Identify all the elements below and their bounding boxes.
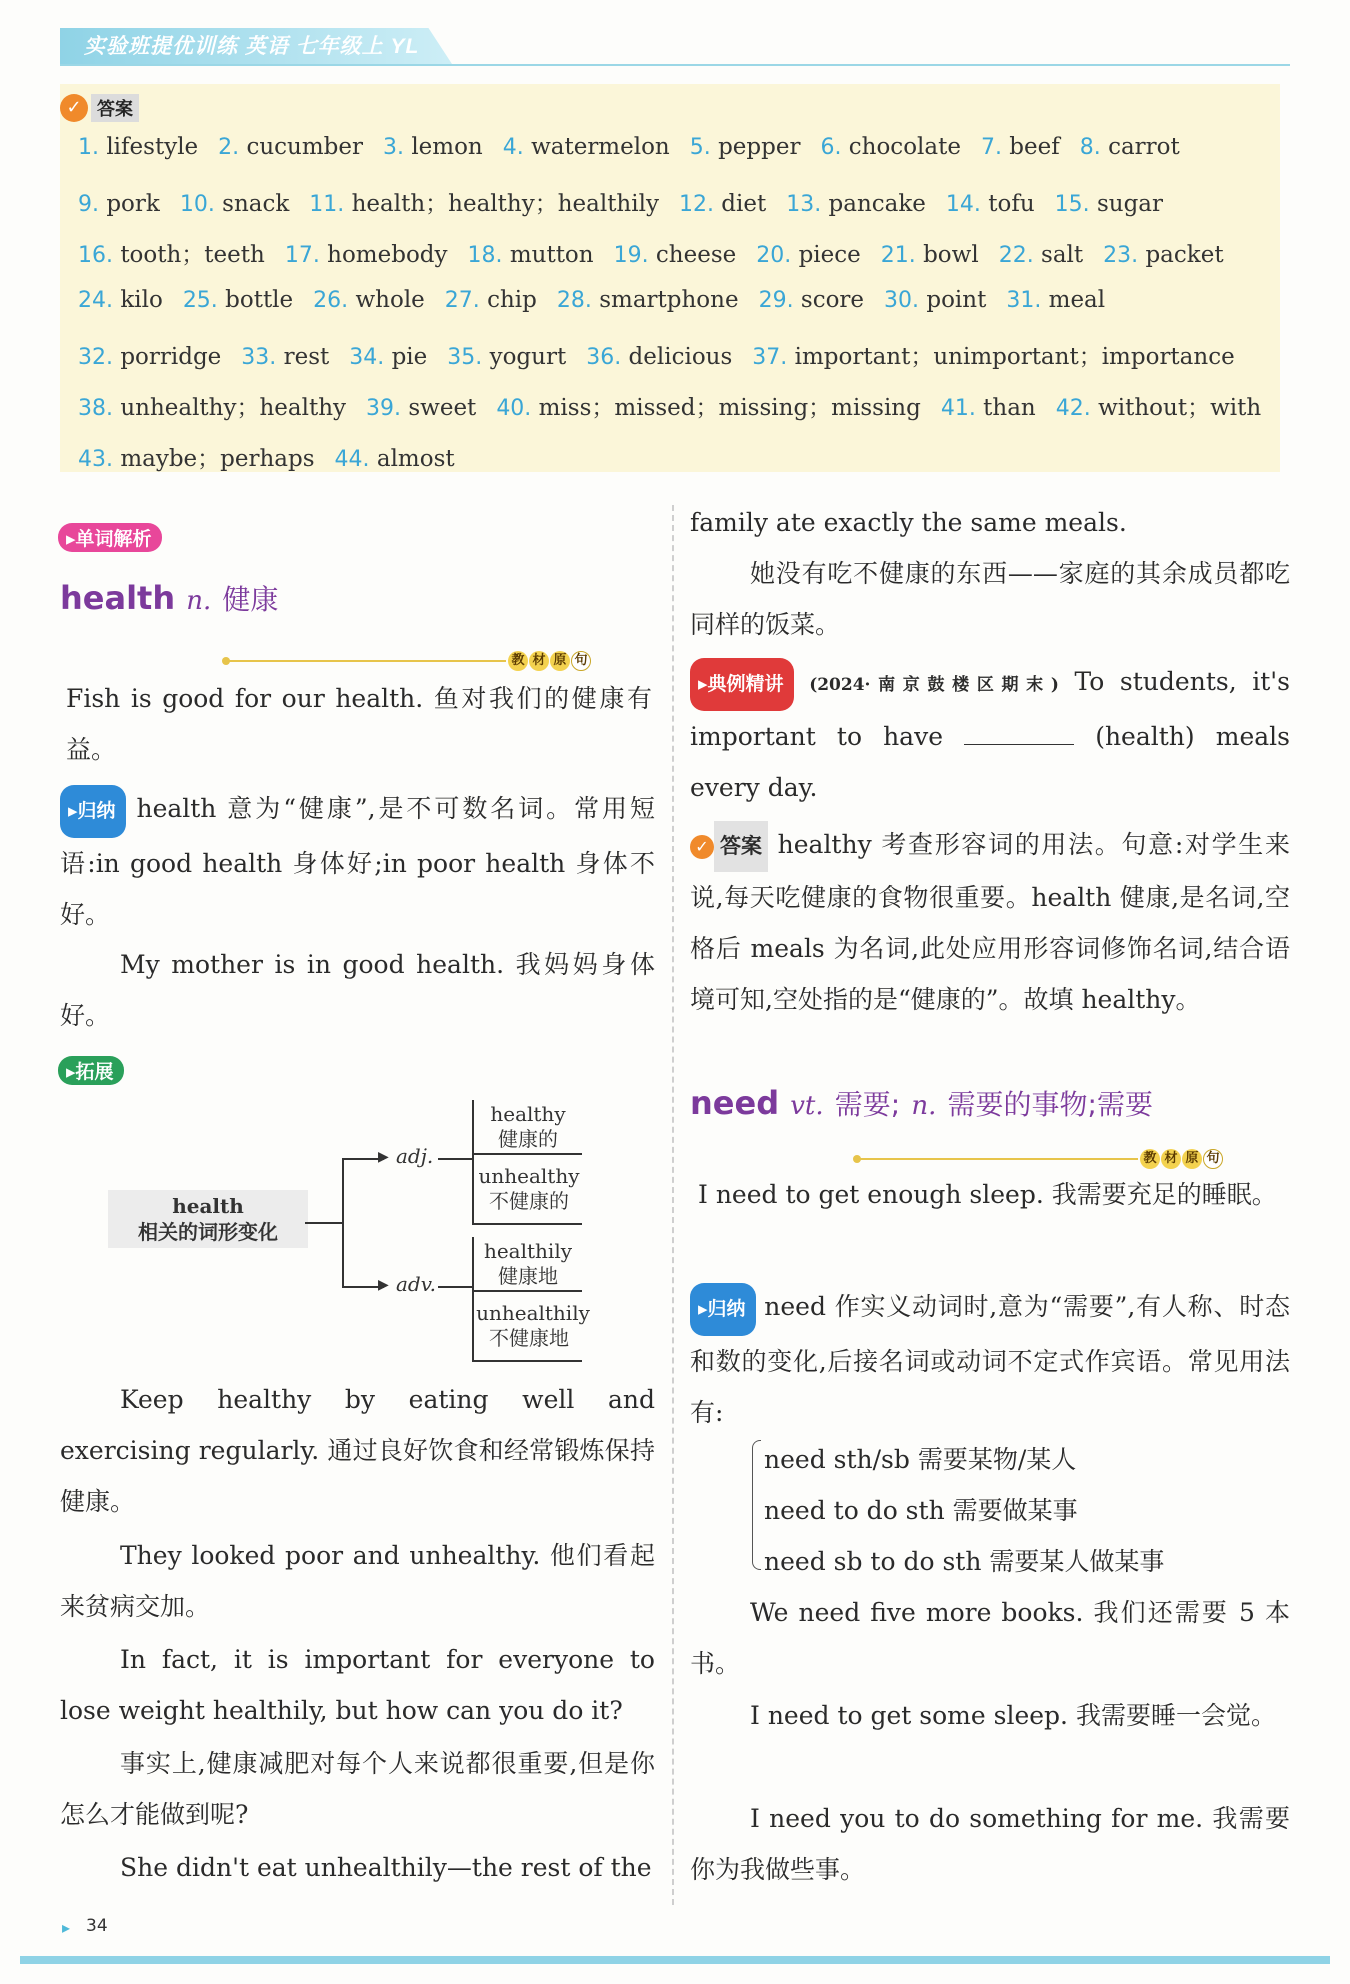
source-tag-char: 教: [1140, 1149, 1160, 1169]
example-badge-text: 典例精讲: [707, 673, 784, 695]
example-question-end: (health) meals every day.: [690, 722, 1290, 802]
arrow-right-icon: ▶: [378, 1149, 389, 1165]
answer-number: 6.: [820, 135, 842, 160]
footer-rule: [20, 1956, 1330, 1964]
answer-number: 26.: [313, 288, 349, 313]
answer-item: [884, 287, 986, 313]
answer-number: 30.: [884, 288, 920, 313]
example-sleep: I need to get some sleep. 我需要睡一会觉。: [750, 1701, 1276, 1730]
example-need: I need to get enough sleep. 我需要充足的睡眠。: [698, 1180, 1277, 1209]
headword-meaning: 需要的事物;需要: [947, 1088, 1153, 1121]
page-arrow-icon: ▸: [62, 1918, 71, 1937]
diagram-healthily-cn: 健康地: [498, 1264, 558, 1288]
example-you: I need you to do something for me. 我需要你为我做些事。: [690, 1804, 1290, 1884]
continued-sentence: family ate exactly the same meals.: [690, 508, 1127, 537]
answer-number: 38.: [78, 396, 113, 421]
diagram-line: [472, 1223, 582, 1225]
answer-word: pancake: [828, 191, 926, 217]
answer-item: [78, 134, 198, 160]
answer-item: [759, 287, 864, 313]
diagram-unhealthily-cn: 不健康地: [489, 1326, 569, 1350]
source-tag-char: 句: [1203, 1149, 1223, 1169]
answer-word: tooth；teeth: [120, 242, 265, 268]
example-sentence: Fish is good for our health. 鱼对我们的健康有益。: [66, 684, 652, 764]
check-icon: ✓: [60, 94, 88, 122]
word-title-need: [690, 1083, 1153, 1123]
answer-number: 24.: [78, 288, 113, 313]
answer-item: [786, 191, 926, 217]
answer-item: [881, 242, 979, 268]
diagram-line: [342, 1158, 344, 1286]
answer-number: 3.: [383, 135, 404, 160]
answer-item: [78, 287, 163, 313]
summary-badge-text: 归纳: [707, 1298, 746, 1320]
answer-number: 14.: [945, 192, 981, 217]
answers-badge: [60, 94, 139, 122]
usage-brace: [752, 1440, 761, 1570]
answer-item: [586, 344, 732, 370]
usage-item: need sth/sb 需要某物/某人: [764, 1445, 1077, 1474]
diagram-line: [438, 1158, 472, 1160]
example-fact-cn: 事实上,健康减肥对每个人来说都很重要,但是你怎么才能做到呢?: [60, 1749, 655, 1829]
source-line: [858, 1158, 1138, 1160]
answer-number: 18.: [467, 243, 503, 268]
answer-number: 15.: [1054, 192, 1090, 217]
answer-number: 33.: [241, 345, 277, 370]
answer-word: without；with: [1098, 395, 1262, 421]
answer-number: 27.: [444, 288, 480, 313]
diagram-healthy-cn: 健康的: [498, 1127, 558, 1151]
answer-row: [78, 287, 1125, 313]
answer-item: [78, 395, 346, 421]
summary-badge: ▸归纳: [690, 1283, 756, 1336]
headword-meaning: 健康: [222, 583, 279, 616]
answer-number: 16.: [78, 243, 113, 268]
answer-item: [1056, 395, 1261, 421]
source-tag-char: 句: [571, 651, 591, 671]
answer-item: [503, 134, 670, 160]
answer-item: [349, 344, 427, 370]
example-source: (2024·南京鼓楼区期末): [809, 675, 1059, 695]
answer-number: 9.: [78, 192, 99, 217]
source-tag: [508, 651, 592, 671]
diagram-line: [438, 1286, 472, 1288]
example-she: She didn't eat unhealthily—the rest of the: [120, 1853, 652, 1882]
source-tag-char: 材: [1161, 1149, 1181, 1169]
answer-item: [1080, 134, 1180, 160]
answer-word: almost: [376, 446, 455, 472]
example-badge: ▸典例精讲: [690, 658, 794, 711]
expand-label: ▸拓展: [58, 1056, 124, 1085]
part-of-speech: n.: [911, 1091, 937, 1121]
answer-item: [335, 446, 455, 472]
answer-item: [447, 344, 566, 370]
answer-word: whole: [355, 287, 425, 313]
exam-answer: [690, 819, 1290, 1025]
answer-number: 41.: [940, 396, 976, 421]
answer-word: bowl: [923, 242, 979, 268]
expand-badge: [58, 1056, 124, 1085]
example-they: They looked poor and unhealthy. 他们看起来贫病交加。: [60, 1541, 655, 1621]
answer-item: [941, 395, 1036, 421]
answer-item: [679, 191, 766, 217]
answer-number: 4.: [502, 135, 524, 160]
answer-word: bottle: [225, 287, 294, 313]
diagram-line: [305, 1222, 343, 1224]
diagram-unhealthy-cn: 不健康的: [489, 1189, 569, 1213]
answer-word: important；unimportant；importance: [794, 344, 1235, 370]
answer-item: [1055, 191, 1163, 217]
answer-word: watermelon: [531, 134, 670, 160]
answer-word: kilo: [120, 287, 163, 313]
header-rule: [60, 64, 1290, 66]
answer-word: meal: [1048, 287, 1106, 313]
headword: health: [60, 579, 176, 617]
answer-number: 28.: [556, 288, 592, 313]
answer-item: [445, 287, 537, 313]
section-badge: [58, 523, 162, 552]
section-label-text: 单词解析: [75, 528, 152, 550]
answer-word: chip: [487, 287, 537, 313]
answer-number: 13.: [786, 192, 822, 217]
answer-word: score: [800, 287, 865, 313]
answer-label: 答案: [714, 821, 768, 872]
answer-item: [383, 134, 483, 160]
answer-item: [946, 191, 1035, 217]
answer-number: 19.: [613, 243, 649, 268]
answer-item: [468, 242, 594, 268]
headword: need: [690, 1084, 780, 1122]
answer-number: 31.: [1006, 288, 1042, 313]
answer-word: rest: [283, 344, 330, 370]
answer-word: chocolate: [848, 134, 961, 160]
source-line: [226, 660, 506, 662]
answer-word: beef: [1009, 134, 1060, 160]
answer-row: [78, 389, 1281, 422]
answer-number: 43.: [78, 447, 113, 472]
answer-item: [496, 395, 921, 421]
answer-number: 44.: [334, 447, 370, 472]
answer-item: [241, 344, 329, 370]
diagram-unhealthy-en: unhealthy: [478, 1164, 580, 1188]
answer-item: [78, 344, 221, 370]
continued-translation: 她没有吃不健康的东西——家庭的其余成员都吃同样的饭菜。: [690, 559, 1290, 639]
answer-item: [78, 446, 315, 472]
answer-blank: [964, 724, 1074, 745]
answer-word: smartphone: [599, 287, 739, 313]
answer-number: 39.: [366, 396, 402, 421]
answer-number: 1.: [78, 135, 99, 160]
answer-number: 22.: [998, 243, 1034, 268]
answer-word: pepper: [718, 134, 801, 160]
answer-item: [820, 134, 961, 160]
example-fact: In fact, it is important for everyone to lose weight healthily, but how can you do it?: [60, 1645, 655, 1725]
answer-item: [752, 344, 1234, 370]
part-of-speech: vt.: [790, 1091, 824, 1121]
arrow-right-icon: ▶: [378, 1277, 389, 1293]
answer-number: 20.: [756, 243, 792, 268]
answer-number: 40.: [496, 396, 532, 421]
answer-word: sweet: [408, 395, 477, 421]
answer-word: porridge: [120, 344, 222, 370]
summary-paragraph: [60, 783, 655, 940]
header-title: 实验班提优训练 英语 七年级上 YL: [84, 35, 420, 58]
summary-text: need 作实义动词时,意为“需要”,有人称、时态和数的变化,后接名词或动词不定式作宾语。常见用法有:: [690, 1292, 1290, 1427]
diagram-adv-label: adv.: [396, 1272, 437, 1296]
source-tag-char: 材: [529, 651, 549, 671]
answer-number: 7.: [980, 135, 1002, 160]
answer-word: delicious: [628, 344, 733, 370]
answer-item: [614, 242, 737, 268]
source-tag-char: 原: [1182, 1149, 1202, 1169]
answer-number: 42.: [1055, 396, 1091, 421]
answer-word: pie: [391, 344, 428, 370]
answer-number: 10.: [179, 192, 215, 217]
answer-word: diet: [721, 191, 767, 217]
example-question-start: To students, it's important to have: [690, 667, 1290, 751]
diagram-line: [472, 1290, 582, 1292]
answer-number: 36.: [586, 345, 622, 370]
usage-item: need sb to do sth 需要某人做某事: [764, 1547, 1165, 1576]
answer-row: [78, 236, 1244, 269]
diagram-line: [472, 1360, 582, 1362]
answer-item: [366, 395, 476, 421]
answer-number: 11.: [309, 192, 345, 217]
answer-number: 29.: [758, 288, 794, 313]
answer-number: 25.: [182, 288, 218, 313]
answer-item: [285, 242, 448, 268]
diagram-center-cn: 相关的词形变化: [138, 1220, 278, 1244]
source-tag-char: 教: [508, 651, 528, 671]
answer-word: miss；missed；missing；missing: [538, 395, 921, 421]
answer-row: [78, 440, 475, 473]
answer-word: point: [926, 287, 987, 313]
answer-word: snack: [222, 191, 290, 217]
example-books: We need five more books. 我们还需要 5 本书。: [690, 1598, 1290, 1678]
answer-item: [218, 134, 363, 160]
answer-row: [78, 185, 1183, 218]
answer-number: 8.: [1079, 135, 1101, 160]
answer-item: [180, 191, 289, 217]
answer-number: 34.: [349, 345, 385, 370]
answer-word: health；healthy；healthily: [351, 191, 659, 217]
answer-word: unhealthy；healthy: [120, 395, 347, 421]
answer-item: [690, 134, 801, 160]
answer-item: [313, 287, 425, 313]
page-number: 34: [86, 1916, 108, 1936]
answer-number: 12.: [678, 192, 714, 217]
diagram-unhealthily-en: unhealthily: [476, 1301, 590, 1325]
answer-number: 21.: [880, 243, 916, 268]
answer-item: [309, 191, 659, 217]
answers-label: 答案: [91, 94, 139, 122]
diagram-center-en: health: [172, 1194, 244, 1218]
answer-word: lifestyle: [106, 134, 199, 160]
word-title-health: [60, 578, 278, 618]
answer-item: [78, 242, 265, 268]
answer-item: [756, 242, 861, 268]
diagram-healthy-en: healthy: [490, 1102, 566, 1126]
source-tag-char: 原: [550, 651, 570, 671]
need-summary: [690, 1281, 1290, 1438]
answer-word: cucumber: [246, 134, 363, 160]
column-divider: [672, 505, 674, 1905]
answer-item: [78, 191, 160, 217]
answer-word: tofu: [988, 191, 1035, 217]
exam-example: [690, 656, 1290, 813]
answer-word: mutton: [509, 242, 594, 268]
answer-row: [78, 338, 1255, 371]
part-of-speech: n.: [186, 586, 212, 616]
answer-number: 5.: [689, 135, 711, 160]
answer-item: [557, 287, 739, 313]
summary-badge: ▸归纳: [60, 785, 126, 838]
diagram-healthily-en: healthily: [483, 1239, 573, 1263]
usage-item: need to do sth 需要做某事: [764, 1496, 1078, 1525]
diagram-adj-label: adj.: [396, 1144, 434, 1168]
answer-number: 37.: [752, 345, 788, 370]
answer-word: packet: [1145, 242, 1224, 268]
source-tag: [1140, 1149, 1224, 1169]
answer-number: 2.: [218, 135, 240, 160]
summary-text: health 意为“健康”,是不可数名词。常用短语:in good health 身体好;in poor health 身体不好。: [60, 794, 656, 929]
answer-word: lemon: [411, 134, 483, 160]
answer-row: [78, 134, 1200, 160]
answer-number: 23.: [1103, 243, 1139, 268]
diagram-line: [472, 1153, 582, 1155]
answer-word: carrot: [1108, 134, 1180, 160]
answer-word: maybe；perhaps: [120, 446, 315, 472]
answer-item: [183, 287, 293, 313]
answer-word: pork: [106, 191, 160, 217]
example-keep: Keep healthy by eating well and exercising regularly. 通过良好饮食和经常锻炼保持健康。: [60, 1385, 655, 1516]
example-mother: My mother is in good health. 我妈妈身体好。: [60, 950, 655, 1030]
answer-word: homebody: [327, 242, 448, 268]
answer-word: sugar: [1096, 191, 1164, 217]
answer-word: salt: [1041, 242, 1084, 268]
answer-word: yogurt: [489, 344, 567, 370]
answer-word: cheese: [655, 242, 737, 268]
answer-text: healthy 考查形容词的用法。句意:对学生来说,每天吃健康的食物很重要。health 健康,是名词,空格后 meals 为名词,此处应用形容词修饰名词,结合语境可知,空处指的是“健康的”。故填 healthy。: [690, 830, 1290, 1014]
answer-item: [981, 134, 1060, 160]
answer-number: 35.: [447, 345, 483, 370]
expand-label-text: 拓展: [75, 1061, 114, 1083]
answer-number: 17.: [284, 243, 320, 268]
headword-meaning: 需要;: [834, 1088, 901, 1121]
answer-item: [1103, 242, 1223, 268]
answer-word: than: [983, 395, 1036, 421]
answer-item: [1006, 287, 1105, 313]
answer-word: piece: [798, 242, 861, 268]
summary-badge-text: 归纳: [77, 800, 116, 822]
answer-number: 32.: [78, 345, 113, 370]
check-icon: ✓: [690, 835, 714, 859]
answer-item: [999, 242, 1083, 268]
section-label: ▸单词解析: [58, 523, 162, 552]
